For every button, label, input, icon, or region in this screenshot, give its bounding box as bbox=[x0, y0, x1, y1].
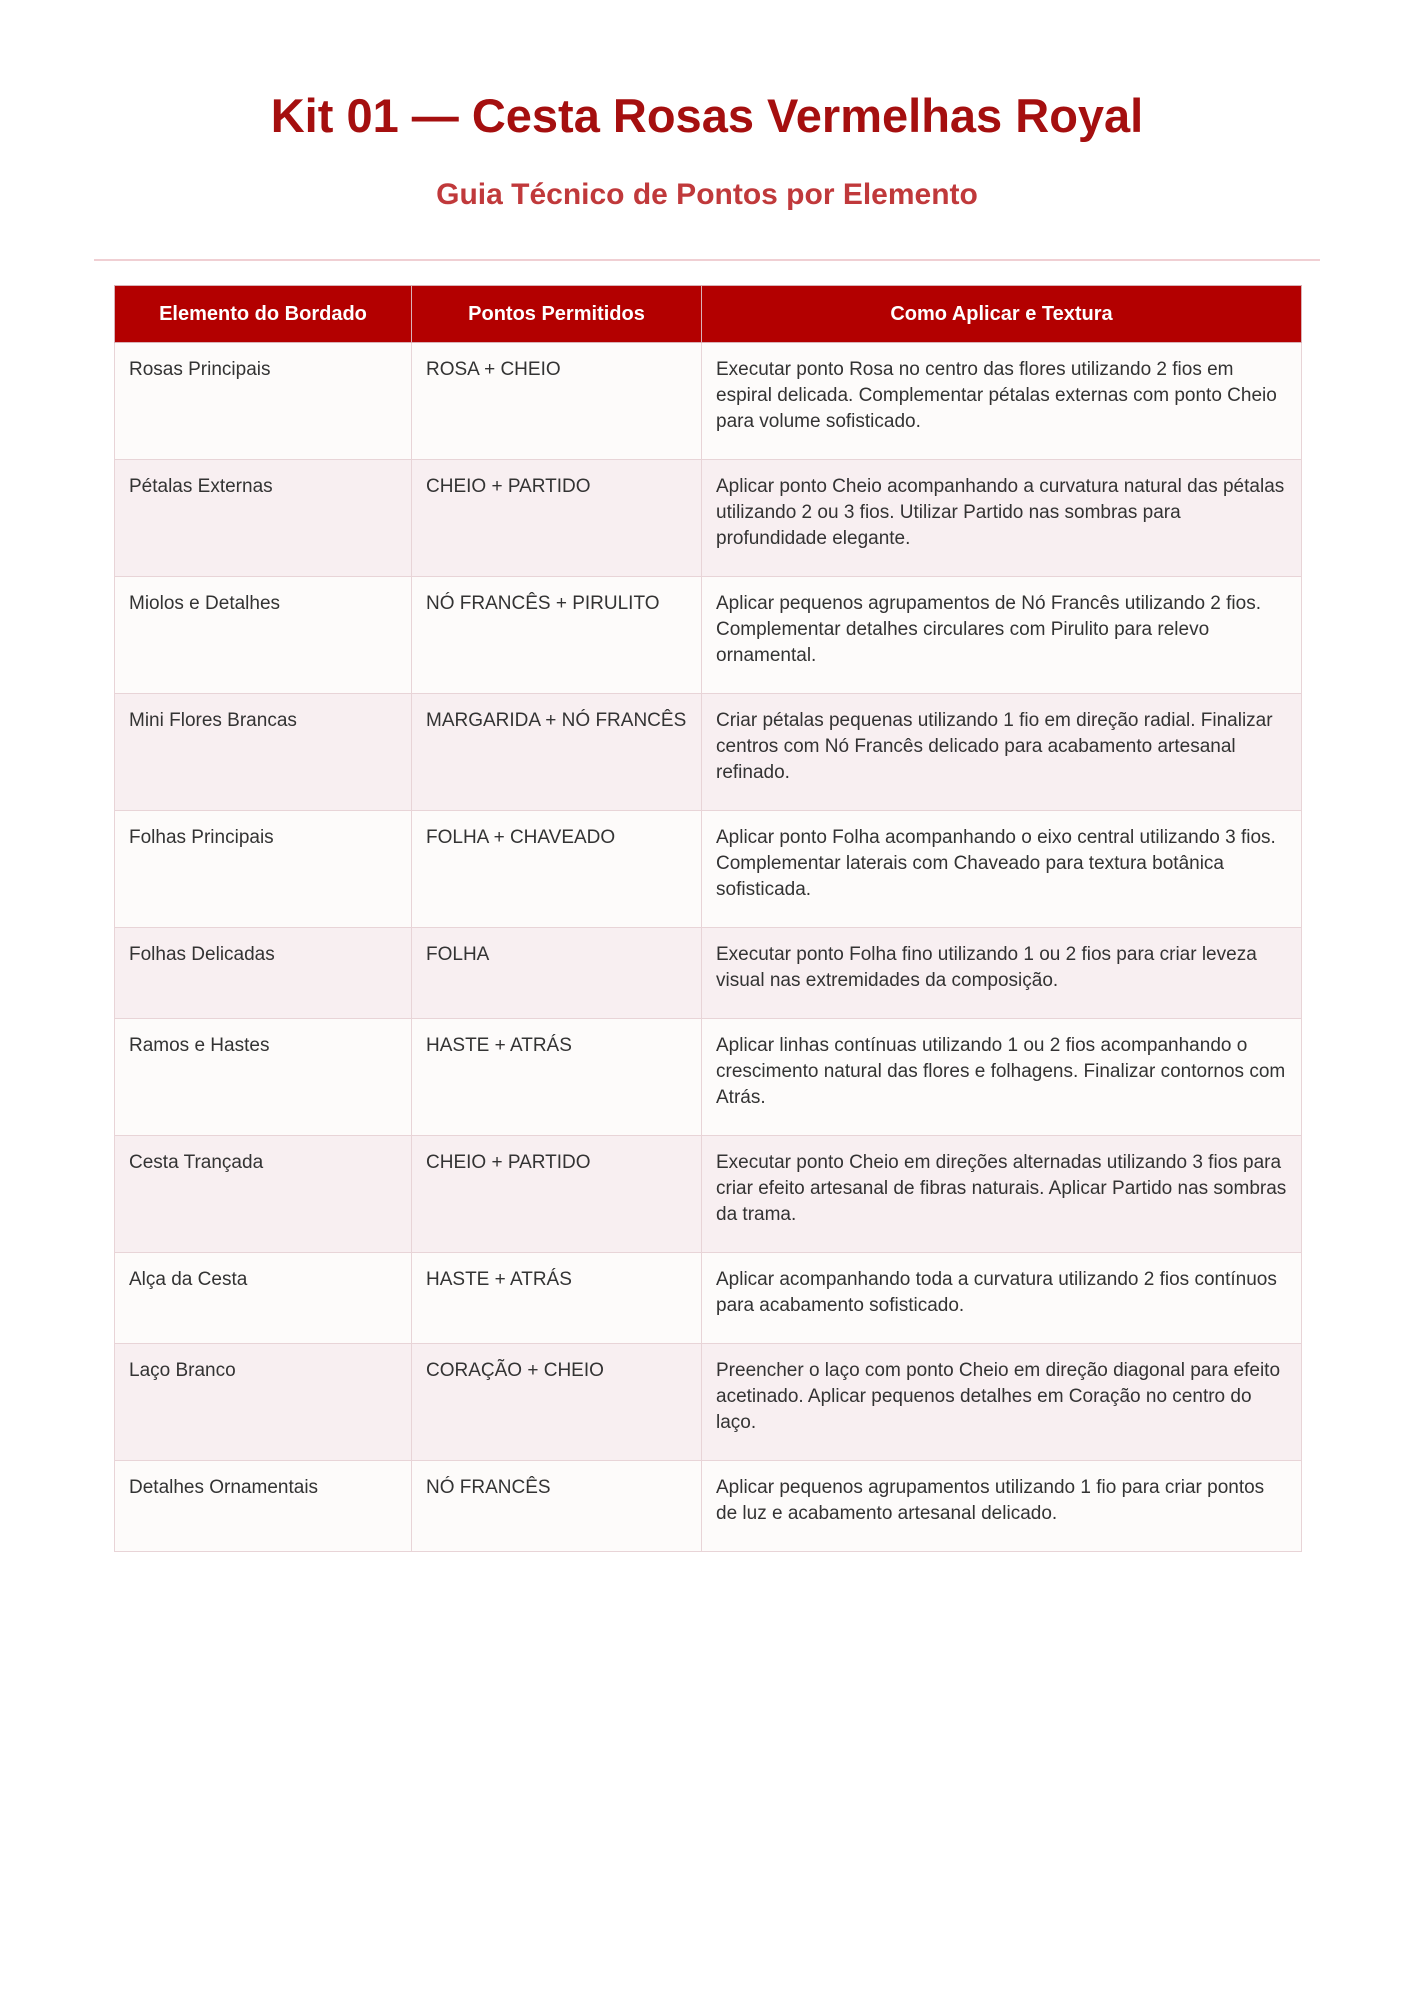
table-row bbox=[115, 577, 1302, 694]
table-row bbox=[115, 928, 1302, 1019]
cell-stitches: CHEIO + PARTIDO bbox=[412, 1136, 702, 1253]
cell-how-to-apply: Preencher o laço com ponto Cheio em direção diagonal para efeito acetinado. Aplicar pequenos detalhes em Coração no centro do laço. bbox=[702, 1344, 1302, 1461]
cell-element: Folhas Principais bbox=[115, 811, 412, 928]
page-subtitle: Guia Técnico de Pontos por Elemento bbox=[436, 178, 978, 211]
cell-how-to-apply: Criar pétalas pequenas utilizando 1 fio em direção radial. Finalizar centros com Nó Francês delicado para acabamento artesanal refinado. bbox=[702, 694, 1302, 811]
stitch-guide-table bbox=[114, 285, 1302, 1552]
cell-stitches: HASTE + ATRÁS bbox=[412, 1253, 702, 1344]
cell-element: Mini Flores Brancas bbox=[115, 694, 412, 811]
cell-how-to-apply: Aplicar ponto Folha acompanhando o eixo central utilizando 3 fios. Complementar laterais com Chaveado para textura botânica sofisticada. bbox=[702, 811, 1302, 928]
cell-stitches: HASTE + ATRÁS bbox=[412, 1019, 702, 1136]
table-row bbox=[115, 1253, 1302, 1344]
cell-element: Folhas Delicadas bbox=[115, 928, 412, 1019]
cell-element: Alça da Cesta bbox=[115, 1253, 412, 1344]
table-row bbox=[115, 1019, 1302, 1136]
cell-stitches: MARGARIDA + NÓ FRANCÊS bbox=[412, 694, 702, 811]
cell-stitches: NÓ FRANCÊS + PIRULITO bbox=[412, 577, 702, 694]
table-row bbox=[115, 1136, 1302, 1253]
table-row bbox=[115, 1461, 1302, 1552]
cell-element: Cesta Trançada bbox=[115, 1136, 412, 1253]
cell-how-to-apply: Aplicar acompanhando toda a curvatura utilizando 2 fios contínuos para acabamento sofisticado. bbox=[702, 1253, 1302, 1344]
cell-how-to-apply: Executar ponto Rosa no centro das flores utilizando 2 fios em espiral delicada. Complementar pétalas externas com ponto Cheio para volume sofisticado. bbox=[702, 343, 1302, 460]
table-row bbox=[115, 1344, 1302, 1461]
cell-how-to-apply: Aplicar pequenos agrupamentos de Nó Francês utilizando 2 fios. Complementar detalhes circulares com Pirulito para relevo ornamental. bbox=[702, 577, 1302, 694]
cell-element: Ramos e Hastes bbox=[115, 1019, 412, 1136]
table-row bbox=[115, 694, 1302, 811]
cell-how-to-apply: Executar ponto Cheio em direções alternadas utilizando 3 fios para criar efeito artesanal de fibras naturais. Aplicar Partido nas sombras da trama. bbox=[702, 1136, 1302, 1253]
cell-element: Laço Branco bbox=[115, 1344, 412, 1461]
page-title: Kit 01 — Cesta Rosas Vermelhas Royal bbox=[270, 89, 1144, 142]
cell-how-to-apply: Aplicar ponto Cheio acompanhando a curvatura natural das pétalas utilizando 2 ou 3 fios. Utilizar Partido nas sombras para profundidade elegante. bbox=[702, 460, 1302, 577]
column-header-element: Elemento do Bordado bbox=[115, 286, 412, 343]
cell-stitches: CORAÇÃO + CHEIO bbox=[412, 1344, 702, 1461]
cell-how-to-apply: Executar ponto Folha fino utilizando 1 ou 2 fios para criar leveza visual nas extremidades da composição. bbox=[702, 928, 1302, 1019]
cell-element: Miolos e Detalhes bbox=[115, 577, 412, 694]
cell-element: Pétalas Externas bbox=[115, 460, 412, 577]
cell-how-to-apply: Aplicar linhas contínuas utilizando 1 ou 2 fios acompanhando o crescimento natural das flores e folhagens. Finalizar contornos com Atrás. bbox=[702, 1019, 1302, 1136]
cell-stitches: CHEIO + PARTIDO bbox=[412, 460, 702, 577]
table-row bbox=[115, 460, 1302, 577]
cell-stitches: ROSA + CHEIO bbox=[412, 343, 702, 460]
title-divider bbox=[94, 259, 1320, 261]
table-row bbox=[115, 343, 1302, 460]
cell-element: Detalhes Ornamentais bbox=[115, 1461, 412, 1552]
cell-stitches: NÓ FRANCÊS bbox=[412, 1461, 702, 1552]
column-header-how-to-apply: Como Aplicar e Textura bbox=[702, 286, 1302, 343]
cell-stitches: FOLHA + CHAVEADO bbox=[412, 811, 702, 928]
cell-how-to-apply: Aplicar pequenos agrupamentos utilizando 1 fio para criar pontos de luz e acabamento artesanal delicado. bbox=[702, 1461, 1302, 1552]
cell-stitches: FOLHA bbox=[412, 928, 702, 1019]
column-header-stitches: Pontos Permitidos bbox=[412, 286, 702, 343]
table-header-row bbox=[115, 286, 1302, 343]
table-row bbox=[115, 811, 1302, 928]
cell-element: Rosas Principais bbox=[115, 343, 412, 460]
